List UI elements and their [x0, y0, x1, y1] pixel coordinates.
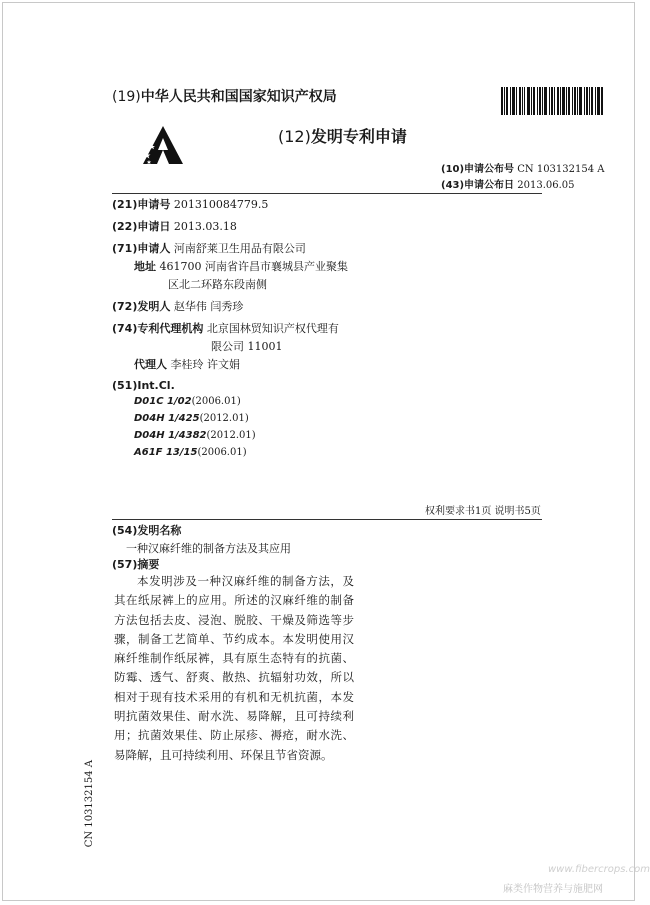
- ipc-entry: [134, 413, 249, 424]
- ipc-version: (2006.01): [197, 447, 247, 458]
- inventor-label: (72)发明人: [112, 300, 171, 313]
- title-label-text: (54)发明名称: [112, 524, 182, 537]
- applicant-value: 河南舒莱卫生用品有限公司: [173, 242, 306, 255]
- invention-title-label: [112, 522, 181, 538]
- address-row: [134, 258, 348, 274]
- app-date-value: 2013.03.18: [173, 220, 237, 233]
- agency-row: [112, 320, 339, 336]
- ipc-label-text: (51)Int.Cl.: [112, 379, 175, 392]
- pub-no-label: (10)申请公布号: [441, 164, 515, 175]
- ipc-code: A61F 13/15: [134, 447, 198, 458]
- publication-date-row: [441, 176, 575, 191]
- application-date-row: [112, 218, 237, 234]
- ipc-version: (2006.01): [191, 396, 241, 407]
- agent-label: 代理人: [134, 358, 167, 371]
- applicant-label: (71)申请人: [112, 242, 171, 255]
- applicant-row: [112, 240, 306, 256]
- ipc-entry: [134, 447, 247, 458]
- office-name: 中华人民共和国国家知识产权局: [140, 89, 337, 105]
- inventor-row: [112, 298, 243, 314]
- barcode-icon: [501, 87, 603, 115]
- application-number-row: [112, 196, 268, 212]
- agency-line-2: 限公司 11001: [211, 340, 283, 353]
- publication-number-row: [441, 160, 605, 175]
- ipc-code: D04H 1/425: [134, 413, 200, 424]
- abstract-text: 本发明涉及一种汉麻纤维的制备方法，及其在纸尿裤上的应用。所述的汉麻纤维的制备方法包括去皮、浸泡、脱胶、干燥及筛选等步骤，制备工艺简单、节约成本。本发明使用汉麻纤维制作纸尿裤，具有原生态特有的抗菌、防霉、透气、舒爽、散热、抗辐射功效，所以相对于现有技术采用的有机和无机抗菌，本发明抗菌效果佳、耐水洗、易降解，且可持续利用；抗菌效果佳、防止尿疹、褥疮，耐水洗、易降解，且可持续利用、环保且节省资源。: [114, 574, 354, 762]
- pub-date-value: 2013.06.05: [517, 180, 575, 191]
- app-date-label: (22)申请日: [112, 220, 171, 233]
- ipc-label: [112, 379, 175, 392]
- app-no-value: 201310084779.5: [173, 198, 269, 211]
- abstract-label: [112, 556, 159, 572]
- watermark-url: www.fibercrops.com: [548, 864, 650, 875]
- side-publication-number: CN 103132154 A: [84, 760, 95, 848]
- ipc-entry: [134, 430, 256, 441]
- pages-info: 权利要求书1页 说明书5页: [425, 506, 541, 517]
- invention-title: 一种汉麻纤维的制备方法及其应用: [126, 542, 291, 555]
- inventor-value: 赵华伟 闫秀珍: [173, 300, 244, 313]
- app-no-label: (21)申请号: [112, 198, 171, 211]
- office-header: [112, 86, 337, 106]
- pub-date-label: (43)申请公布日: [441, 180, 515, 191]
- agency-line-1: 北京国林贸知识产权代理有: [206, 322, 339, 335]
- watermark-text: 麻类作物营养与施肥网: [503, 884, 603, 895]
- ipc-code: D04H 1/4382: [134, 430, 207, 441]
- doc-type-name: 发明专利申请: [310, 127, 407, 146]
- document-type: [278, 124, 407, 147]
- section-divider: [112, 519, 542, 520]
- cnipa-logo-icon: [141, 124, 187, 166]
- ipc-code: D01C 1/02: [134, 396, 192, 407]
- office-code: (19): [112, 89, 141, 105]
- abstract-label-text: (57)摘要: [112, 558, 160, 571]
- address-line-1: 461700 河南省许昌市襄城县产业聚集: [159, 260, 348, 273]
- ipc-version: (2012.01): [199, 413, 249, 424]
- agency-label: (74)专利代理机构: [112, 322, 204, 335]
- agent-value: 李桂玲 许文娟: [170, 358, 240, 371]
- ipc-version: (2012.01): [206, 430, 256, 441]
- pub-no-value: CN 103132154 A: [517, 164, 605, 175]
- header-divider: [112, 193, 542, 194]
- doc-type-code: (12): [278, 127, 311, 146]
- agent-row: [134, 356, 240, 372]
- address-label: 地址: [134, 260, 156, 273]
- ipc-entry: [134, 396, 241, 407]
- address-line-2: 区北二环路东段南侧: [168, 278, 267, 291]
